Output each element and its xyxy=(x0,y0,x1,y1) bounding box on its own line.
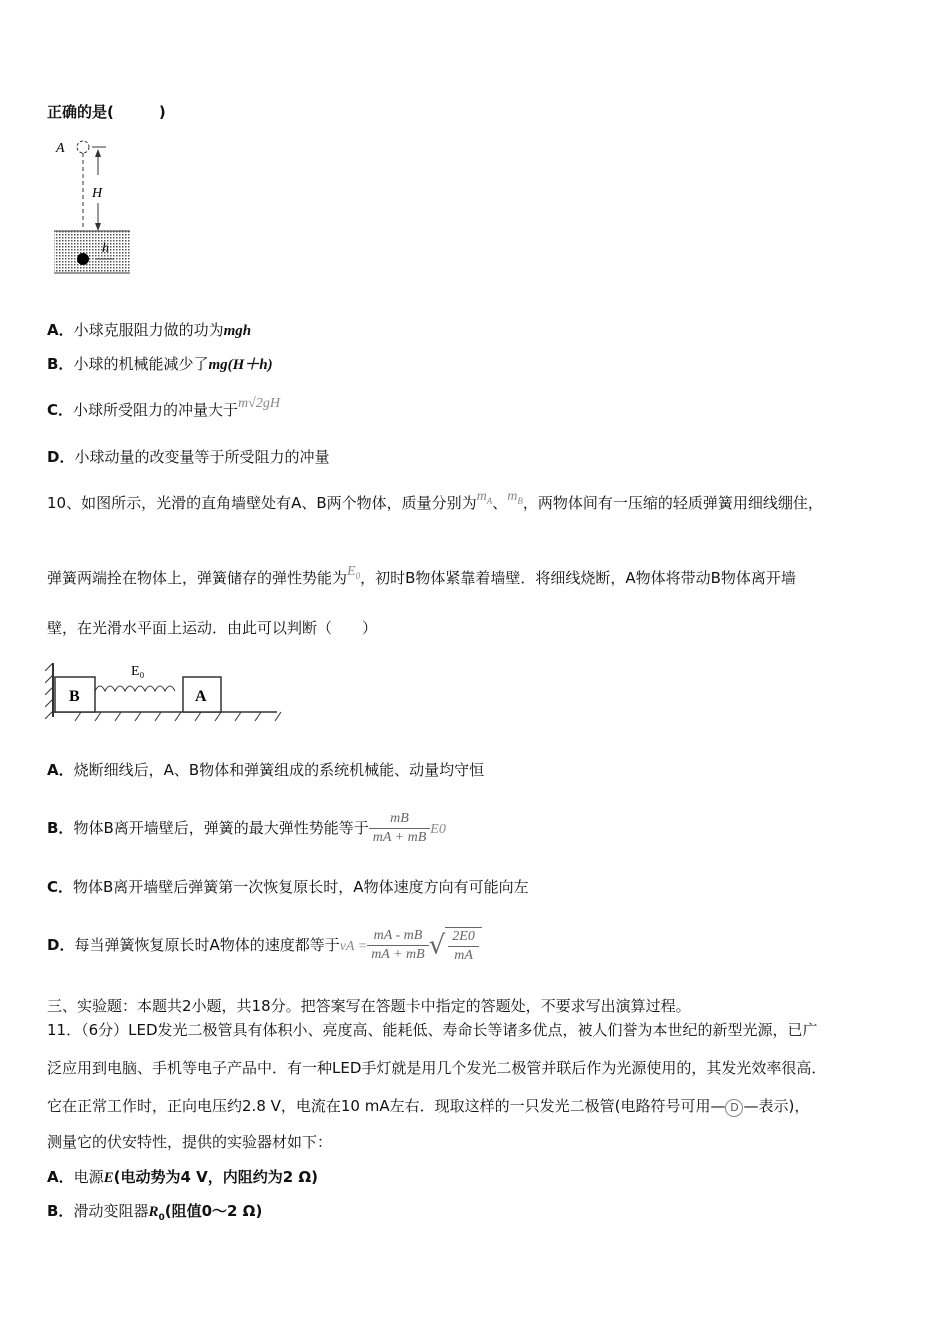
q11-item-a: A．电源E(电动势为4 V，内阻约为2 Ω) xyxy=(47,1168,319,1186)
q10-option-d: D．每当弹簧恢复原长时A物体的速度都等于vA = $\frac{mA - mB}{mA + mB}$ √ $\frac{2E0}{mA}$ xyxy=(47,924,482,966)
spring-blocks-figure xyxy=(45,655,285,727)
q11-item-b: B．滑动变阻器$R_0$(阻值0～2 Ω) xyxy=(47,1202,263,1223)
falling-ball-figure xyxy=(50,135,140,280)
q9-option-a: A．小球克服阻力做的功为mgh xyxy=(47,321,252,339)
label-h: h xyxy=(102,241,109,256)
spring-energy-label: E₀ xyxy=(131,664,145,679)
q10-line1: 10、如图所示，光滑的直角墙壁处有A、B两个物体，质量分别为$m_A$、$m_B$，两物体间有一压缩的轻质弹簧用细线绷住， xyxy=(47,489,823,512)
q11-line1: 11．（6分）LED发光二极管具有体积小、亮度高、能耗低、寿命长等诸多优点，被人们誉为本世纪的新型光源，已广 xyxy=(47,1021,818,1039)
q11-line3: 它在正常工作时，正向电压约2.8 V，电流在10 mA左右．现取这样的一只发光二极管(电路符号可用— D —表示)， xyxy=(47,1097,810,1115)
block-b-label: B xyxy=(69,688,80,705)
q9-option-b: B．小球的机械能减少了mg(H＋h) xyxy=(47,355,273,373)
q10-line3: 壁，在光滑水平面上运动．由此可以判断（ ） xyxy=(47,619,378,637)
q10-option-b: B．物体B离开墙壁后，弹簧的最大弹性势能等于 $\frac{mB}{mA + mB}$ E0 xyxy=(47,811,446,845)
q11-line2: 泛应用到电脑、手机等电子产品中．有一种LED手灯就是用几个发光二极管并联后作为光源使用的，其发光效率很高． xyxy=(47,1059,827,1077)
q9-option-d: D．小球动量的改变量等于所受阻力的冲量 xyxy=(47,448,330,466)
block-a-label: A xyxy=(195,688,207,705)
q10-option-a: A．烧断细线后，A、B物体和弹簧组成的系统机械能、动量均守恒 xyxy=(47,761,485,779)
diode-symbol-icon: D xyxy=(725,1099,743,1117)
section-3-heading: 三、实验题：本题共2小题，共18分。把答案写在答题卡中指定的答题处，不要求写出演算过程。 xyxy=(47,997,691,1015)
q10-line2: 弹簧两端拴在物体上，弹簧储存的弹性势能为$E_0$，初时B物体紧靠着墙壁．将细线烧断，A物体将带动B物体离开墙 xyxy=(47,564,796,587)
q10-option-c: C．物体B离开墙壁后弹簧第一次恢复原长时，A物体速度方向有可能向左 xyxy=(47,878,529,896)
label-H: H xyxy=(92,186,103,201)
q9-option-c: C．小球所受阻力的冲量大于m√2gH xyxy=(47,396,280,419)
label-A: A xyxy=(56,141,65,156)
q9-stem: 正确的是( ) xyxy=(47,103,166,121)
q11-line4: 测量它的伏安特性，提供的实验器材如下： xyxy=(47,1133,333,1151)
